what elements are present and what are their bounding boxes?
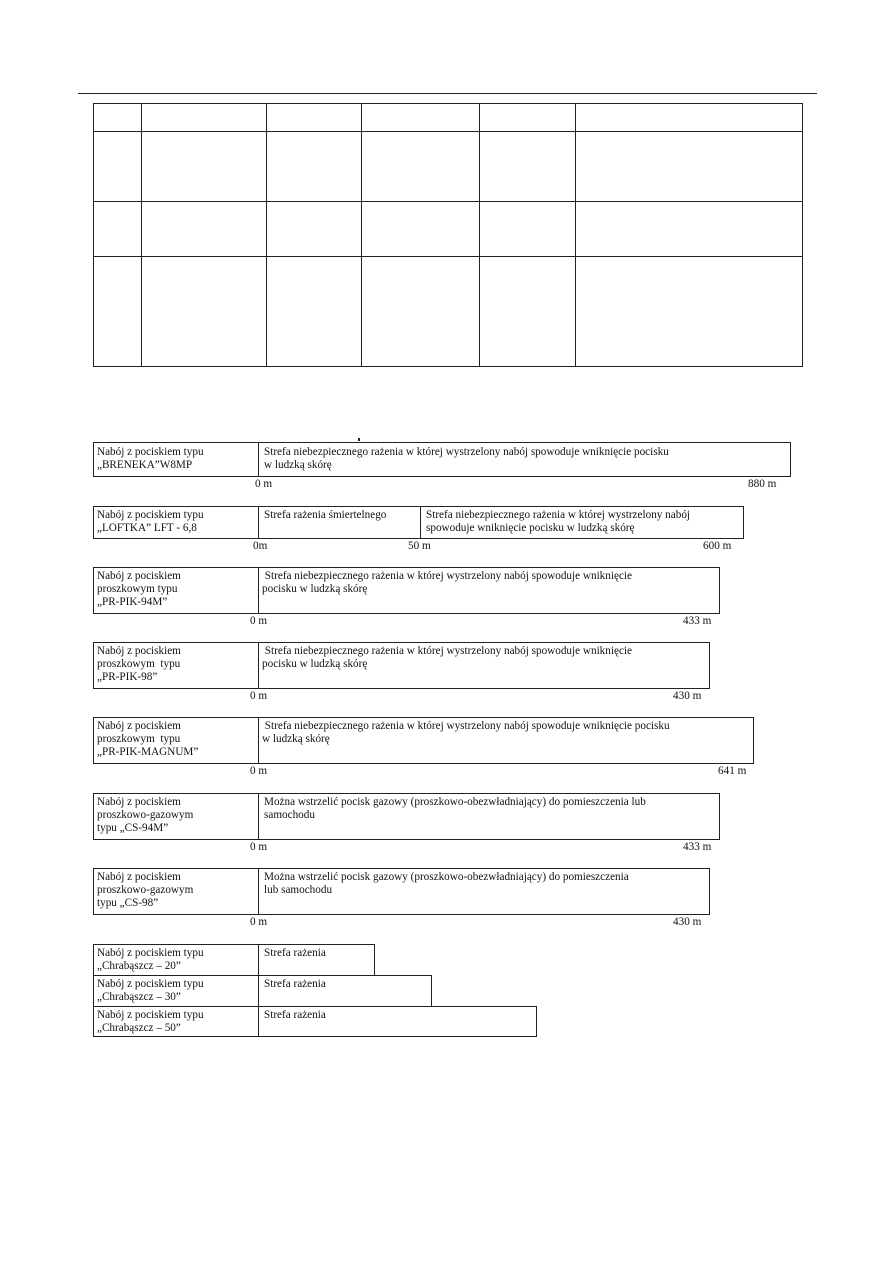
ammo-label: Nabój z pociskiem typu „BRENEKA”W8MP (97, 446, 204, 471)
scale-mid: 50 m (408, 540, 431, 552)
divider (420, 506, 421, 539)
divider (258, 868, 259, 915)
table-cell (576, 202, 803, 257)
ammo-label: Nabój z pociskiem typu „Chrabąszcz – 50” (97, 1009, 204, 1034)
table-cell (362, 132, 480, 202)
header-rule (78, 93, 817, 94)
table-cell (576, 257, 803, 367)
ammo-label: Nabój z pociskiem typu „Chrabąszcz – 20” (97, 947, 204, 972)
table-row (94, 202, 803, 257)
divider (258, 506, 259, 539)
scale-end: 880 m (748, 478, 777, 490)
zone-text: Strefa rażenia (264, 1009, 326, 1021)
divider (258, 567, 259, 614)
table-cell (267, 202, 362, 257)
divider (258, 944, 259, 1037)
danger-zone-text: Strefa niebezpiecznego rażenia w której wystrzelony nabój spowoduje wniknięcie pocisku w ludzką skórę (262, 570, 632, 595)
table-cell (480, 257, 576, 367)
table-cell (94, 257, 142, 367)
ammo-label: Nabój z pociskiem proszkowym typu „PR-PIK-98” (97, 645, 181, 683)
table-cell (94, 132, 142, 202)
scale-start: 0 m (250, 690, 268, 702)
table-cell (142, 132, 267, 202)
table-cell (362, 257, 480, 367)
danger-zone-text: Strefa niebezpiecznego rażenia w której wystrzelony nabój spowoduje wniknięcie pocisku w ludzką skórę (426, 509, 691, 534)
table-cell (142, 202, 267, 257)
table-cell (576, 132, 803, 202)
zone-text: Strefa rażenia (264, 947, 326, 959)
table-cell (480, 104, 576, 132)
ammo-label: Nabój z pociskiem proszkowym typu „PR-PIK-MAGNUM” (97, 720, 199, 758)
scale-start: 0 m (250, 841, 268, 853)
scale-start: 0 m (250, 615, 268, 627)
scale-end: 430 m (673, 916, 702, 928)
ammo-label: Nabój z pociskiem typu „LOFTKA” LFT - 6,8 (97, 509, 204, 534)
scale-end: 433 m (683, 841, 712, 853)
table-cell (480, 132, 576, 202)
table-row (94, 132, 803, 202)
table-cell (267, 257, 362, 367)
tick-mark (358, 438, 360, 441)
scale-end: 433 m (683, 615, 712, 627)
danger-zone-text: Strefa niebezpiecznego rażenia w której wystrzelony nabój spowoduje wniknięcie pocisku w ludzką skórę (262, 645, 632, 670)
divider (258, 442, 259, 477)
table-cell (94, 104, 142, 132)
ammo-label: Nabój z pociskiem proszkowym typu „PR-PIK-94M” (97, 570, 181, 608)
danger-zone-text: Strefa niebezpiecznego rażenia w której wystrzelony nabój spowoduje wniknięcie pocisku w ludzką skórę (262, 720, 670, 745)
table-cell (480, 202, 576, 257)
empty-table (93, 103, 803, 367)
lethal-zone-text: Strefa rażenia śmiertelnego (264, 509, 387, 521)
gas-zone-text: Można wstrzelić pocisk gazowy (proszkowo-obezwładniający) do pomieszczenia lub samochodu (264, 796, 646, 821)
ammo-label: Nabój z pociskiem typu „Chrabąszcz – 30” (97, 978, 204, 1003)
scale-start: 0 m (250, 916, 268, 928)
divider (258, 793, 259, 840)
table-cell (576, 104, 803, 132)
scale-start: 0 m (255, 478, 273, 490)
divider (258, 717, 259, 764)
scale-end: 430 m (673, 690, 702, 702)
scale-start: 0 m (250, 765, 268, 777)
table-cell (362, 202, 480, 257)
zone-text: Strefa rażenia (264, 978, 326, 990)
scale-start: 0m (253, 540, 268, 552)
ammo-label: Nabój z pociskiem proszkowo-gazowym typu „CS-98” (97, 871, 194, 909)
table-cell (142, 104, 267, 132)
ammo-label: Nabój z pociskiem proszkowo-gazowym typu „CS-94M” (97, 796, 194, 834)
scale-end: 600 m (703, 540, 732, 552)
table-cell (267, 132, 362, 202)
divider (258, 642, 259, 689)
table-cell (267, 104, 362, 132)
table-row (94, 104, 803, 132)
table-cell (362, 104, 480, 132)
table-cell (142, 257, 267, 367)
table-row (94, 257, 803, 367)
gas-zone-text: Można wstrzelić pocisk gazowy (proszkowo-obezwładniający) do pomieszczenia lub samochodu (264, 871, 629, 896)
danger-zone-text: Strefa niebezpiecznego rażenia w której wystrzelony nabój spowoduje wniknięcie pocisku w ludzką skórę (264, 446, 669, 471)
table-cell (94, 202, 142, 257)
scale-end: 641 m (718, 765, 747, 777)
